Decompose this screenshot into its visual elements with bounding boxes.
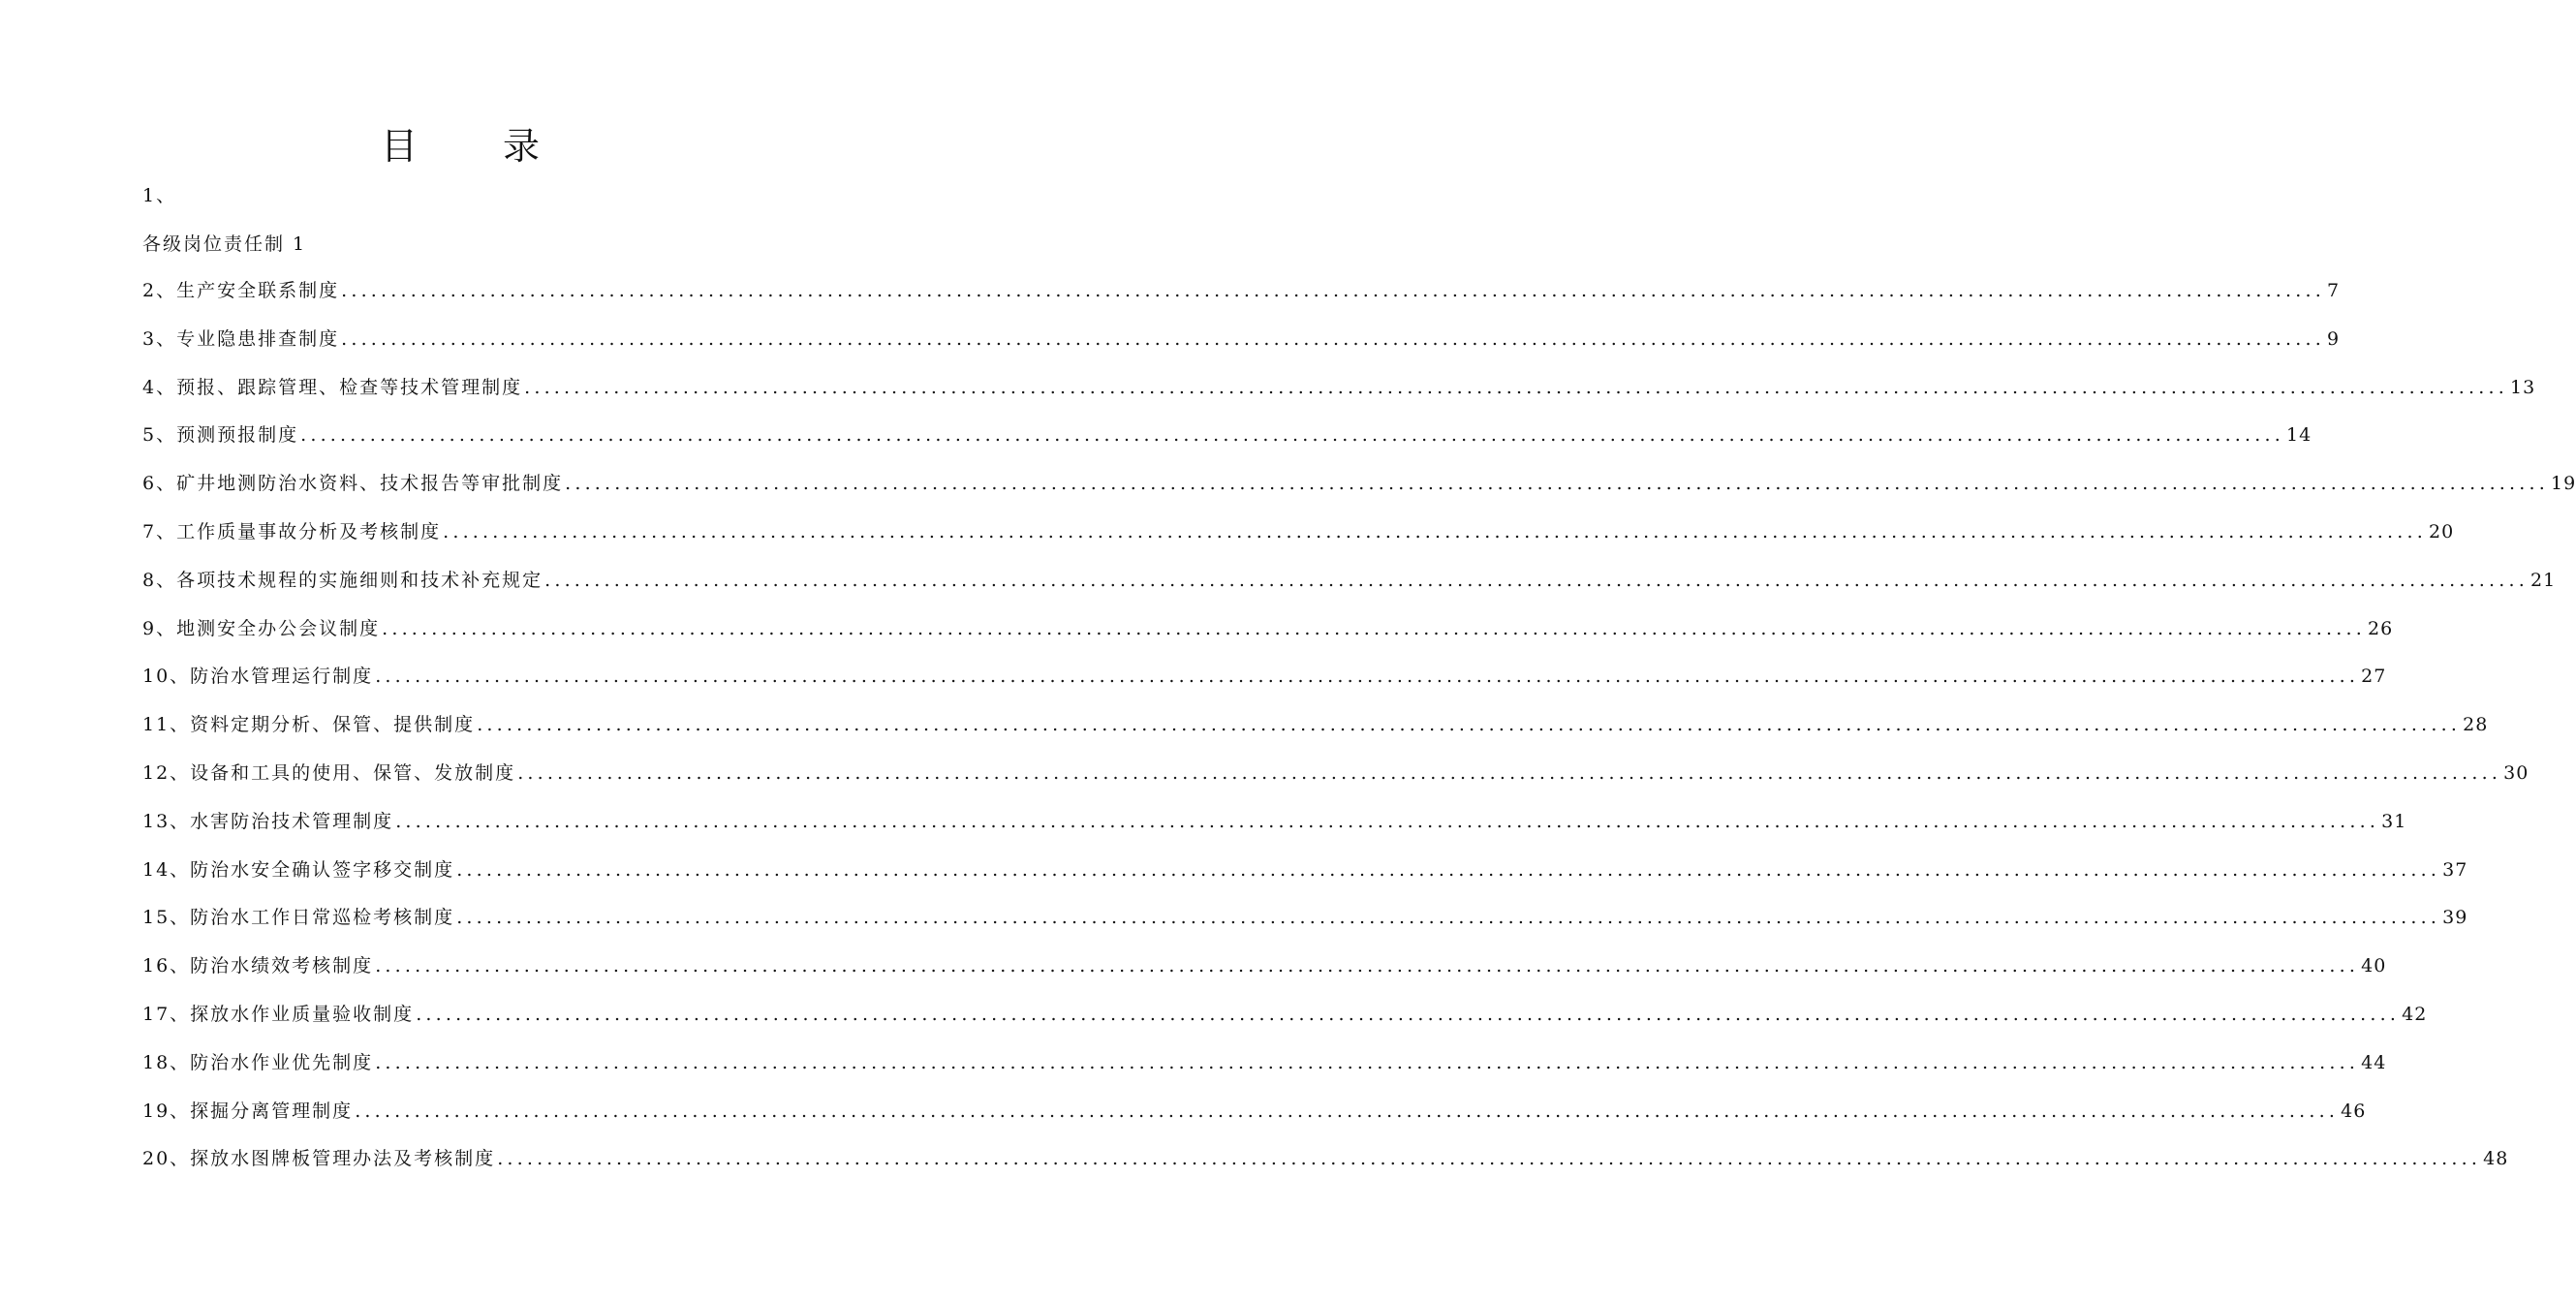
toc-entry[interactable] [142, 713, 2489, 761]
toc-entry[interactable] [142, 1147, 2509, 1195]
toc-entry-page-number: 21 [2530, 569, 2557, 591]
toc-entry-page-number: 27 [2361, 666, 2387, 688]
toc-entry[interactable] [142, 520, 2455, 569]
toc-entry-label: 18、防治水作业优先制度 [142, 1051, 374, 1073]
toc-entry-label: 5、预测预报制度 [142, 424, 299, 447]
toc-entry-label: 8、各项技术规程的实施细则和技术补充规定 [142, 569, 543, 591]
toc-entry-page-number: 9 [2327, 327, 2341, 350]
toc-entry-label: 20、探放水图牌板管理办法及考核制度 [142, 1148, 496, 1170]
toc-entry[interactable] [142, 906, 2468, 954]
toc-entry-label: 19、探掘分离管理制度 [142, 1100, 354, 1122]
toc-entry-page-number: 28 [2463, 714, 2489, 736]
toc-entry-page-number: 7 [2327, 280, 2341, 301]
dot-leader: ........................................................................................................................................................................................................ [456, 858, 2441, 881]
dot-leader: ........................................................................................................................................................................................................ [416, 1003, 2401, 1025]
toc-entry-label: 3、专业隐患排查制度 [142, 327, 340, 350]
toc-entry-label: 4、预报、跟踪管理、检查等技术管理制度 [142, 376, 523, 398]
toc-entry-page-number: 19 [2551, 473, 2576, 495]
toc-entry[interactable] [142, 1051, 2387, 1100]
toc-entry-page-number: 44 [2361, 1051, 2387, 1073]
dot-leader: ........................................................................................................................................................................................................ [497, 1148, 2482, 1170]
dot-leader: ........................................................................................................................................................................................................ [544, 569, 2529, 591]
toc-entry-label: 13、水害防治技术管理制度 [142, 810, 394, 832]
toc-entry-page-number: 20 [2429, 520, 2455, 542]
toc-entry-page-number: 26 [2368, 617, 2394, 639]
dot-leader: ........................................................................................................................................................................................................ [355, 1100, 2340, 1122]
toc-entry-label: 14、防治水安全确认签字移交制度 [142, 858, 455, 881]
table-of-contents [142, 279, 2576, 1195]
toc-entry-label: 9、地测安全办公会议制度 [142, 617, 381, 639]
toc-entry-label: 7、工作质量事故分析及考核制度 [142, 520, 442, 542]
toc-entry-page-number: 39 [2442, 907, 2468, 929]
dot-leader: ........................................................................................................................................................................................................ [456, 907, 2441, 929]
dot-leader: ........................................................................................................................................................................................................ [375, 666, 2360, 688]
toc-entry-label: 12、设备和工具的使用、保管、发放制度 [142, 761, 516, 784]
dot-leader: ........................................................................................................................................................................................................ [341, 280, 2326, 301]
page-title: 目 录 [380, 125, 577, 168]
toc-entry[interactable] [142, 279, 2341, 327]
toc-entry-page-number: 40 [2361, 955, 2387, 977]
toc-entry-label: 10、防治水管理运行制度 [142, 666, 374, 688]
toc-entry[interactable] [142, 376, 2536, 424]
toc-entry-page-number: 46 [2341, 1100, 2367, 1122]
dot-leader: ........................................................................................................................................................................................................ [395, 810, 2380, 832]
dot-leader: ........................................................................................................................................................................................................ [565, 473, 2550, 495]
toc-entry-label: 2、生产安全联系制度 [142, 280, 340, 301]
dot-leader: ........................................................................................................................................................................................................ [382, 617, 2367, 639]
toc-entry[interactable] [142, 858, 2468, 907]
toc-entry-label: 17、探放水作业质量验收制度 [142, 1003, 415, 1025]
toc-entry[interactable] [142, 665, 2387, 713]
dot-leader: ........................................................................................................................................................................................................ [443, 520, 2428, 542]
toc-entry-page-number: 42 [2402, 1003, 2428, 1025]
dot-leader: ........................................................................................................................................................................................................ [300, 424, 2285, 447]
toc-entry[interactable] [142, 327, 2341, 376]
toc-entry[interactable] [142, 954, 2387, 1003]
dot-leader: ........................................................................................................................................................................................................ [375, 955, 2360, 977]
toc-entry[interactable] [142, 810, 2407, 858]
dot-leader: ........................................................................................................................................................................................................ [517, 761, 2502, 784]
toc-entry-label: 6、矿井地测防治水资料、技术报告等审批制度 [142, 473, 564, 495]
dot-leader: ........................................................................................................................................................................................................ [341, 327, 2326, 350]
toc-entry-page-number: 37 [2442, 858, 2468, 881]
toc-entry[interactable] [142, 423, 2312, 472]
dot-leader: ........................................................................................................................................................................................................ [524, 376, 2509, 398]
toc-entry[interactable] [142, 761, 2529, 810]
toc-entry[interactable] [142, 569, 2557, 617]
toc-entry[interactable] [142, 617, 2394, 666]
toc-entry-page-number: 31 [2381, 810, 2407, 832]
dot-leader: ........................................................................................................................................................................................................ [477, 714, 2462, 736]
toc-entry-label: 11、资料定期分析、保管、提供制度 [142, 714, 476, 736]
toc-entry[interactable] [142, 1003, 2428, 1051]
toc-entry-page-number: 48 [2483, 1148, 2509, 1170]
toc-entry[interactable] [142, 472, 2576, 520]
toc-entry-1-number: 1、 [142, 185, 177, 206]
toc-entry-label: 16、防治水绩效考核制度 [142, 955, 374, 977]
toc-entry[interactable] [142, 1100, 2367, 1148]
toc-entry-label: 15、防治水工作日常巡检考核制度 [142, 907, 455, 929]
toc-entry-page-number: 14 [2286, 424, 2312, 447]
toc-entry-page-number: 13 [2510, 376, 2536, 398]
dot-leader: ........................................................................................................................................................................................................ [375, 1051, 2360, 1073]
toc-entry-1-label: 各级岗位责任制 1 [142, 233, 307, 255]
toc-entry-page-number: 30 [2503, 761, 2529, 784]
